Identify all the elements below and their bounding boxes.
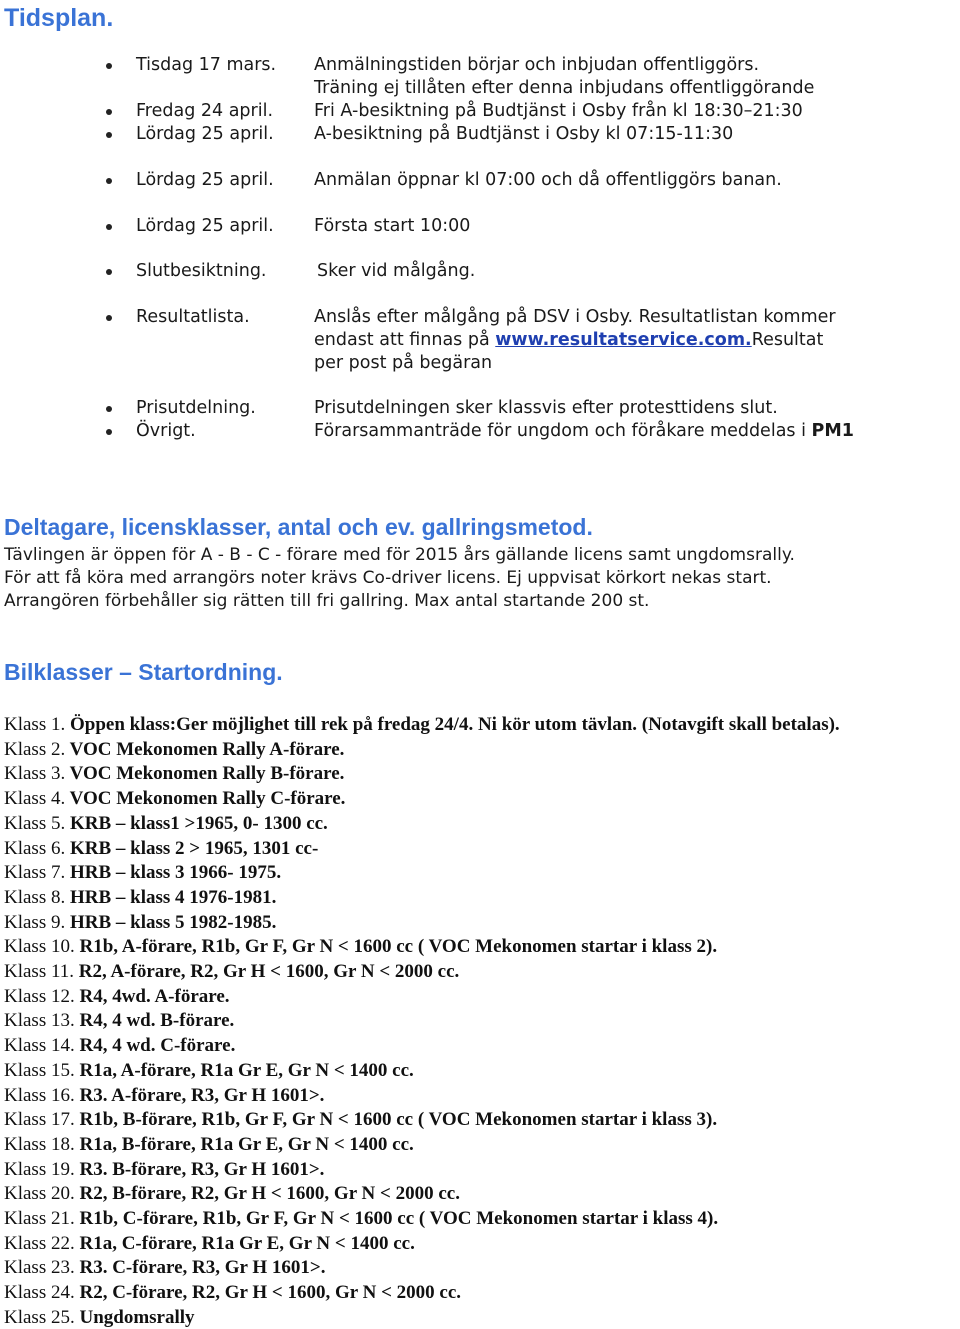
schedule-text: per post på begäran bbox=[314, 353, 493, 373]
class-row bbox=[4, 887, 276, 909]
class-description: R1b, C-förare, R1b, Gr F, Gr N < 1600 cc ( VOC Mekonomen startar i klass 4). bbox=[79, 1208, 719, 1229]
class-description: R2, A-förare, R2, Gr H < 1600, Gr N < 2000 cc. bbox=[78, 961, 460, 982]
schedule-label: Prisutdelning. bbox=[136, 398, 256, 418]
schedule-text: Resultat bbox=[751, 330, 824, 350]
class-number: Klass 4. bbox=[4, 788, 66, 810]
class-row bbox=[4, 838, 318, 860]
class-description: R4, 4 wd. B-förare. bbox=[79, 1010, 235, 1032]
class-row bbox=[4, 1257, 325, 1279]
class-row bbox=[4, 912, 276, 934]
class-row bbox=[4, 714, 840, 736]
class-description: R1a, A-förare, R1a Gr E, Gr N < 1400 cc. bbox=[79, 1059, 414, 1081]
class-row bbox=[4, 1060, 414, 1082]
bullet-icon bbox=[106, 63, 112, 69]
class-number: Klass 19. bbox=[4, 1158, 75, 1180]
resultatservice-link[interactable]: www.resultatservice.com. bbox=[495, 330, 752, 350]
class-number: Klass 25. bbox=[4, 1306, 75, 1328]
section-title-bilklasser: Bilklasser – Startordning. bbox=[4, 659, 283, 685]
class-description: R4, 4 wd. C-förare. bbox=[79, 1035, 236, 1057]
class-description: Ungdomsrally bbox=[79, 1306, 195, 1328]
bullet-icon bbox=[106, 269, 112, 275]
schedule-text: Prisutdelningen sker klassvis efter protesttidens slut. bbox=[314, 398, 778, 418]
class-description: R1a, C-förare, R1a Gr E, Gr N < 1400 cc. bbox=[79, 1232, 415, 1254]
deltagare-line: Arrangören förbehåller sig rätten till fri gallring. Max antal startande 200 st. bbox=[4, 591, 650, 611]
bullet-icon bbox=[106, 109, 112, 115]
class-number: Klass 22. bbox=[4, 1232, 75, 1254]
class-description: VOC Mekonomen Rally C-förare. bbox=[69, 788, 346, 810]
class-row bbox=[4, 763, 344, 785]
class-row bbox=[4, 862, 281, 884]
class-number: Klass 10. bbox=[4, 936, 75, 958]
class-row bbox=[4, 961, 459, 983]
class-row bbox=[4, 1035, 235, 1057]
class-number: Klass 5. bbox=[4, 812, 66, 834]
class-description: R2, B-förare, R2, Gr H < 1600, Gr N < 2000 cc. bbox=[79, 1183, 460, 1205]
class-row bbox=[4, 1233, 415, 1255]
class-row bbox=[4, 1134, 414, 1156]
class-number: Klass 11. bbox=[4, 961, 75, 982]
class-number: Klass 13. bbox=[4, 1010, 75, 1032]
deltagare-line: Tävlingen är öppen för A - B - C - förare med för 2015 års gällande licens samt ungdomsrally. bbox=[4, 545, 795, 565]
class-number: Klass 15. bbox=[4, 1059, 75, 1081]
class-number: Klass 14. bbox=[4, 1035, 75, 1057]
schedule-text: Anmälan öppnar kl 07:00 och då offentliggörs banan. bbox=[314, 170, 782, 190]
schedule-text-with-pm bbox=[314, 421, 854, 441]
class-description: R1b, A-förare, R1b, Gr F, Gr N < 1600 cc ( VOC Mekonomen startar i klass 2). bbox=[79, 936, 718, 958]
class-number: Klass 24. bbox=[4, 1282, 75, 1304]
class-number: Klass 16. bbox=[4, 1084, 75, 1106]
class-number: Klass 6. bbox=[4, 837, 66, 859]
bullet-icon bbox=[106, 429, 112, 435]
class-number: Klass 18. bbox=[4, 1133, 75, 1155]
class-number: Klass 8. bbox=[4, 886, 66, 908]
section-title-deltagare: Deltagare, licensklasser, antal och ev. gallringsmetod. bbox=[4, 514, 593, 540]
class-row bbox=[4, 936, 717, 958]
class-number: Klass 12. bbox=[4, 985, 75, 1007]
schedule-text: Sker vid målgång. bbox=[317, 261, 476, 281]
schedule-text-with-link bbox=[314, 330, 823, 350]
class-description: HRB – klass 4 1976-1981. bbox=[69, 886, 277, 908]
pm-reference: PM1 bbox=[811, 421, 854, 441]
section-title-tidsplan: Tidsplan. bbox=[4, 4, 114, 32]
class-number: Klass 20. bbox=[4, 1183, 75, 1205]
class-description: KRB – klass 2 > 1965, 1301 cc- bbox=[69, 837, 319, 859]
bullet-icon bbox=[106, 406, 112, 412]
class-description: Öppen klass:Ger möjlighet till rek på fredag 24/4. Ni kör utom tävlan. (Notavgift skall betalas). bbox=[69, 714, 840, 735]
bullet-icon bbox=[106, 178, 112, 184]
schedule-label: Tisdag 17 mars. bbox=[136, 55, 277, 75]
class-number: Klass 17. bbox=[4, 1109, 75, 1131]
class-row bbox=[4, 1109, 717, 1131]
schedule-label: Resultatlista. bbox=[136, 307, 250, 327]
class-description: R1b, B-förare, R1b, Gr F, Gr N < 1600 cc ( VOC Mekonomen startar i klass 3). bbox=[79, 1109, 718, 1131]
deltagare-line: För att få köra med arrangörs noter krävs Co-driver licens. Ej uppvisat körkort nekas start. bbox=[4, 568, 772, 588]
class-row bbox=[4, 1183, 460, 1205]
class-row bbox=[4, 1307, 195, 1329]
schedule-text: Anmälningstiden börjar och inbjudan offentliggörs. bbox=[314, 55, 760, 75]
class-description: R4, 4wd. A-förare. bbox=[79, 985, 230, 1007]
class-row bbox=[4, 986, 230, 1008]
class-description: KRB – klass1 >1965, 0- 1300 cc. bbox=[69, 812, 328, 834]
class-description: R2, C-förare, R2, Gr H < 1600, Gr N < 2000 cc. bbox=[79, 1282, 462, 1304]
class-number: Klass 7. bbox=[4, 862, 66, 884]
class-description: VOC Mekonomen Rally B-förare. bbox=[69, 763, 345, 785]
schedule-label: Slutbesiktning. bbox=[136, 261, 267, 281]
class-description: HRB – klass 5 1982-1985. bbox=[69, 911, 277, 933]
schedule-label: Lördag 25 april. bbox=[136, 170, 274, 190]
class-number: Klass 23. bbox=[4, 1257, 75, 1279]
schedule-label: Lördag 25 april. bbox=[136, 216, 274, 236]
class-row bbox=[4, 788, 345, 810]
class-number: Klass 9. bbox=[4, 911, 66, 933]
class-description: R3. B-förare, R3, Gr H 1601>. bbox=[79, 1158, 325, 1180]
schedule-text: Anslås efter målgång på DSV i Osby. Resultatlistan kommer bbox=[314, 307, 836, 327]
class-number: Klass 3. bbox=[4, 763, 66, 785]
class-number: Klass 21. bbox=[4, 1208, 75, 1229]
schedule-text: Första start 10:00 bbox=[314, 216, 471, 236]
class-description: HRB – klass 3 1966- 1975. bbox=[69, 862, 282, 884]
class-description: R3. C-förare, R3, Gr H 1601>. bbox=[79, 1257, 326, 1279]
schedule-label: Lördag 25 april. bbox=[136, 124, 274, 144]
class-row bbox=[4, 1208, 718, 1230]
class-row bbox=[4, 1159, 324, 1181]
class-number: Klass 1. bbox=[4, 714, 66, 735]
schedule-text: Fri A-besiktning på Budtjänst i Osby från kl 18:30–21:30 bbox=[314, 101, 803, 121]
class-description: VOC Mekonomen Rally A-förare. bbox=[69, 738, 345, 760]
schedule-label: Övrigt. bbox=[136, 421, 196, 441]
bullet-icon bbox=[106, 315, 112, 321]
schedule-text: Träning ej tillåten efter denna inbjudans offentliggörande bbox=[314, 78, 815, 98]
class-row bbox=[4, 1282, 461, 1304]
bullet-icon bbox=[106, 132, 112, 138]
schedule-text: A-besiktning på Budtjänst i Osby kl 07:15-11:30 bbox=[314, 124, 734, 144]
class-description: R1a, B-förare, R1a Gr E, Gr N < 1400 cc. bbox=[79, 1133, 414, 1155]
class-row bbox=[4, 1085, 324, 1107]
class-row bbox=[4, 1010, 234, 1032]
bullet-icon bbox=[106, 224, 112, 230]
schedule-text: Förarsammanträde för ungdom och föråkare meddelas i bbox=[314, 421, 806, 441]
schedule-text: endast att finnas på bbox=[314, 330, 490, 350]
class-description: R3. A-förare, R3, Gr H 1601>. bbox=[79, 1084, 325, 1106]
class-number: Klass 2. bbox=[4, 738, 66, 760]
class-row bbox=[4, 739, 344, 761]
schedule-label: Fredag 24 april. bbox=[136, 101, 274, 121]
class-row bbox=[4, 813, 328, 835]
